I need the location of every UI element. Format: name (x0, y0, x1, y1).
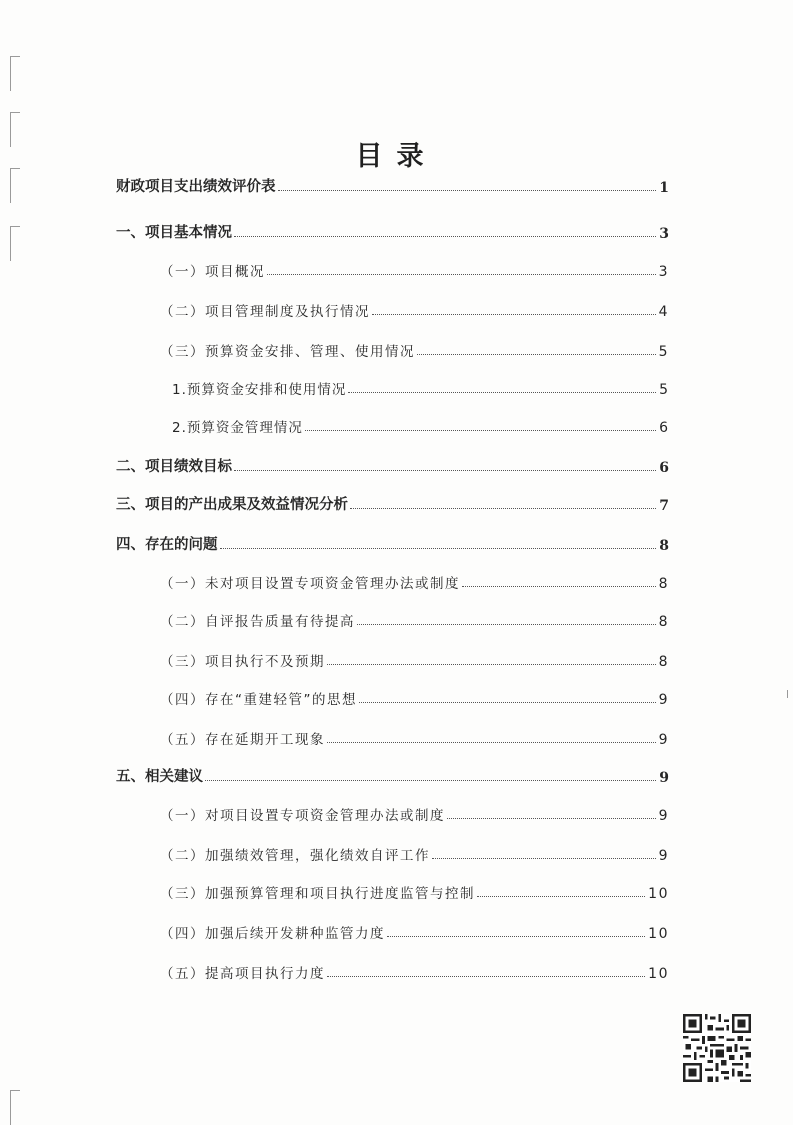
toc-entry (160, 606, 669, 630)
toc-entry (160, 878, 669, 902)
toc-entry-title: 财政项目支出绩效评价表 (116, 178, 276, 195)
toc-entry-title: 四、存在的问题 (116, 536, 218, 553)
toc-entry (116, 172, 669, 196)
toc-entry (116, 452, 669, 476)
toc-entry-title: 二、项目绩效目标 (116, 458, 232, 475)
toc-entry-title: （五）提高项目执行力度 (160, 966, 325, 982)
dot-leader (327, 664, 656, 665)
toc-page-number: 9 (658, 732, 669, 748)
dot-leader (432, 858, 656, 859)
toc-entry-title: （三）加强预算管理和项目执行进度监管与控制 (160, 886, 475, 902)
toc-entry (116, 218, 669, 242)
toc-entry-title: 2.预算资金管理情况 (172, 420, 303, 436)
toc-entry-title: （二）加强绩效管理，强化绩效自评工作 (160, 848, 430, 864)
toc-entry (116, 490, 669, 514)
toc-page-number: 6 (659, 420, 669, 436)
toc-page-number: 9 (658, 848, 669, 864)
qr-code-icon (683, 1014, 751, 1082)
toc-page-number: 8 (658, 654, 669, 670)
toc-entry (160, 684, 669, 708)
toc-entry (116, 530, 669, 554)
toc-entry-title: （一）未对项目设置专项资金管理办法或制度 (160, 576, 460, 592)
toc-page-number: 3 (658, 264, 669, 280)
toc-page-number: 8 (658, 614, 669, 630)
toc-entry (160, 724, 669, 748)
dot-leader (220, 548, 657, 549)
toc-page-number: 4 (658, 304, 669, 320)
toc-page-number: 9 (658, 692, 669, 708)
dot-leader (357, 624, 656, 625)
toc-page-number: 1 (659, 180, 669, 196)
dot-leader (417, 354, 656, 355)
toc-page-number: 5 (659, 382, 669, 398)
toc-entry-title: 五、相关建议 (116, 768, 203, 785)
toc-entry (160, 646, 669, 670)
toc-page-number: 5 (658, 344, 669, 360)
toc-entry (172, 374, 669, 398)
toc-entry-title: （二）项目管理制度及执行情况 (160, 304, 370, 320)
dot-leader (387, 936, 645, 937)
toc-entry-title: （一）对项目设置专项资金管理办法或制度 (160, 808, 445, 824)
toc-entry (160, 918, 669, 942)
toc-page-number: 9 (658, 808, 669, 824)
toc-entry (160, 568, 669, 592)
dot-leader (327, 976, 645, 977)
toc-entry (160, 336, 669, 360)
toc-entry-title: （一）项目概况 (160, 264, 265, 280)
dot-leader (348, 392, 656, 393)
toc-page-number: 8 (658, 576, 669, 592)
dot-leader (327, 742, 656, 743)
toc-entry (160, 256, 669, 280)
toc-entry-title: （三）预算资金安排、管理、使用情况 (160, 344, 415, 360)
dot-leader (462, 586, 656, 587)
toc-entry (160, 800, 669, 824)
toc-entry-title: （三）项目执行不及预期 (160, 654, 325, 670)
dot-leader (372, 314, 656, 315)
toc-page-number: 7 (659, 498, 669, 514)
toc-entry-title: （四）加强后续开发耕种监管力度 (160, 926, 385, 942)
toc-entry-title: （二）自评报告质量有待提高 (160, 614, 355, 630)
toc-entry-title: 三、项目的产出成果及效益情况分析 (116, 496, 348, 513)
toc-page-number: 8 (659, 538, 669, 554)
toc-page-number: 9 (659, 770, 669, 786)
toc-entry (160, 296, 669, 320)
dot-leader (477, 896, 645, 897)
dot-leader (447, 818, 656, 819)
dot-leader (305, 430, 656, 431)
toc-entry-title: （五）存在延期开工现象 (160, 732, 325, 748)
dot-leader (350, 508, 656, 509)
dot-leader (234, 470, 656, 471)
toc-page-number: 10 (648, 926, 669, 942)
toc-entry (172, 412, 669, 436)
toc-entry (116, 762, 669, 786)
toc-entry-title: 1.预算资金安排和使用情况 (172, 382, 347, 398)
toc-page-number: 10 (648, 966, 669, 982)
dot-leader (278, 190, 657, 191)
toc-entry (160, 958, 669, 982)
dot-leader (359, 702, 656, 703)
dot-leader (205, 780, 656, 781)
toc-page-number: 3 (659, 226, 669, 242)
toc-page-number: 10 (648, 886, 669, 902)
toc-entry-title: （四）存在“重建轻管”的思想 (160, 692, 357, 708)
page-title: 目录 (355, 141, 438, 172)
dot-leader (234, 236, 656, 237)
dot-leader (267, 274, 656, 275)
toc-entry-title: 一、项目基本情况 (116, 224, 232, 241)
toc-entry (160, 840, 669, 864)
toc-page-number: 6 (659, 460, 669, 476)
